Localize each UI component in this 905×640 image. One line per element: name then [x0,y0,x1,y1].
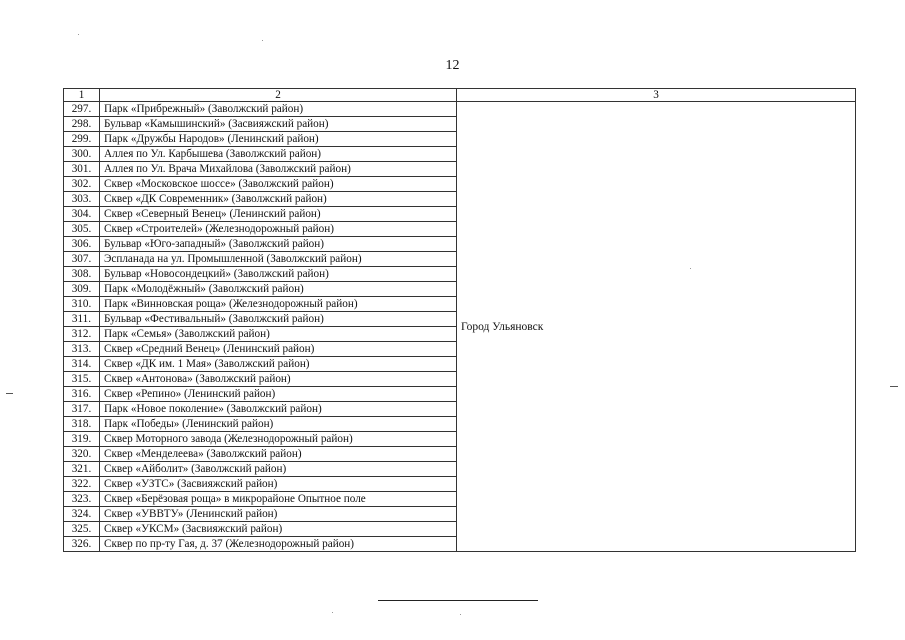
row-number: 313. [64,342,100,357]
scan-artifact [78,34,79,35]
row-number: 323. [64,492,100,507]
row-number: 318. [64,417,100,432]
row-number: 322. [64,477,100,492]
city-cell: Город Ульяновск [457,102,856,552]
park-name: Сквер «УВВТУ» (Ленинский район) [100,507,457,522]
row-number: 314. [64,357,100,372]
row-number: 302. [64,177,100,192]
scan-artifact [890,386,898,387]
row-number: 325. [64,522,100,537]
park-name: Сквер «Берёзовая роща» в микрорайоне Опытное поле [100,492,457,507]
park-name: Бульвар «Камышинский» (Засвияжский район) [100,117,457,132]
row-number: 315. [64,372,100,387]
row-number: 299. [64,132,100,147]
row-number: 309. [64,282,100,297]
park-name: Эспланада на ул. Промышленной (Заволжский район) [100,252,457,267]
table-header-row [64,89,856,102]
park-name: Сквер Моторного завода (Железнодорожный район) [100,432,457,447]
park-name: Парк «Винновская роща» (Железнодорожный район) [100,297,457,312]
park-name: Бульвар «Новосондецкий» (Заволжский район) [100,267,457,282]
park-name: Сквер «Репино» (Ленинский район) [100,387,457,402]
park-name: Сквер «Северный Венец» (Ленинский район) [100,207,457,222]
table-row [64,102,856,117]
park-name: Бульвар «Юго-западный» (Заволжский район) [100,237,457,252]
row-number: 306. [64,237,100,252]
park-name: Аллея по Ул. Врача Михайлова (Заволжский район) [100,162,457,177]
park-name: Сквер «УЗТС» (Засвияжский район) [100,477,457,492]
row-number: 311. [64,312,100,327]
row-number: 307. [64,252,100,267]
row-number: 319. [64,432,100,447]
footer-divider [378,600,538,601]
row-number: 301. [64,162,100,177]
park-name: Бульвар «Фестивальный» (Заволжский район) [100,312,457,327]
row-number: 317. [64,402,100,417]
park-name: Аллея по Ул. Карбышева (Заволжский район) [100,147,457,162]
park-name: Сквер «Строителей» (Железнодорожный район) [100,222,457,237]
row-number: 312. [64,327,100,342]
park-name: Сквер «Средний Венец» (Ленинский район) [100,342,457,357]
park-name: Сквер «ДК Современник» (Заволжский район) [100,192,457,207]
park-name: Сквер «ДК им. 1 Мая» (Заволжский район) [100,357,457,372]
scan-artifact [262,40,263,41]
park-name: Парк «Новое поколение» (Заволжский район) [100,402,457,417]
park-name: Сквер «УКСМ» (Засвияжский район) [100,522,457,537]
park-name: Парк «Молодёжный» (Заволжский район) [100,282,457,297]
park-name: Сквер по пр-ту Гая, д. 37 (Железнодорожный район) [100,537,457,552]
park-name: Парк «Прибрежный» (Заволжский район) [100,102,457,117]
row-number: 321. [64,462,100,477]
park-name: Сквер «Менделеева» (Заволжский район) [100,447,457,462]
scan-artifact [460,614,461,615]
row-number: 300. [64,147,100,162]
park-name: Парк «Дружбы Народов» (Ленинский район) [100,132,457,147]
row-number: 320. [64,447,100,462]
row-number: 326. [64,537,100,552]
row-number: 297. [64,102,100,117]
park-name: Сквер «Московское шоссе» (Заволжский район) [100,177,457,192]
column-header-1: 1 [64,89,100,102]
page-number: 12 [445,58,460,73]
table-body [64,102,856,552]
column-header-2: 2 [100,89,457,102]
row-number: 316. [64,387,100,402]
park-name: Парк «Победы» (Ленинский район) [100,417,457,432]
row-number: 324. [64,507,100,522]
park-name: Парк «Семья» (Заволжский район) [100,327,457,342]
row-number: 304. [64,207,100,222]
column-header-3: 3 [457,89,856,102]
row-number: 303. [64,192,100,207]
scan-artifact [6,393,13,394]
park-name: Сквер «Айболит» (Заволжский район) [100,462,457,477]
row-number: 305. [64,222,100,237]
row-number: 298. [64,117,100,132]
park-name: Сквер «Антонова» (Заволжский район) [100,372,457,387]
row-number: 310. [64,297,100,312]
row-number: 308. [64,267,100,282]
scan-artifact [332,612,333,613]
scan-artifact [690,268,691,269]
parks-table [63,88,856,552]
